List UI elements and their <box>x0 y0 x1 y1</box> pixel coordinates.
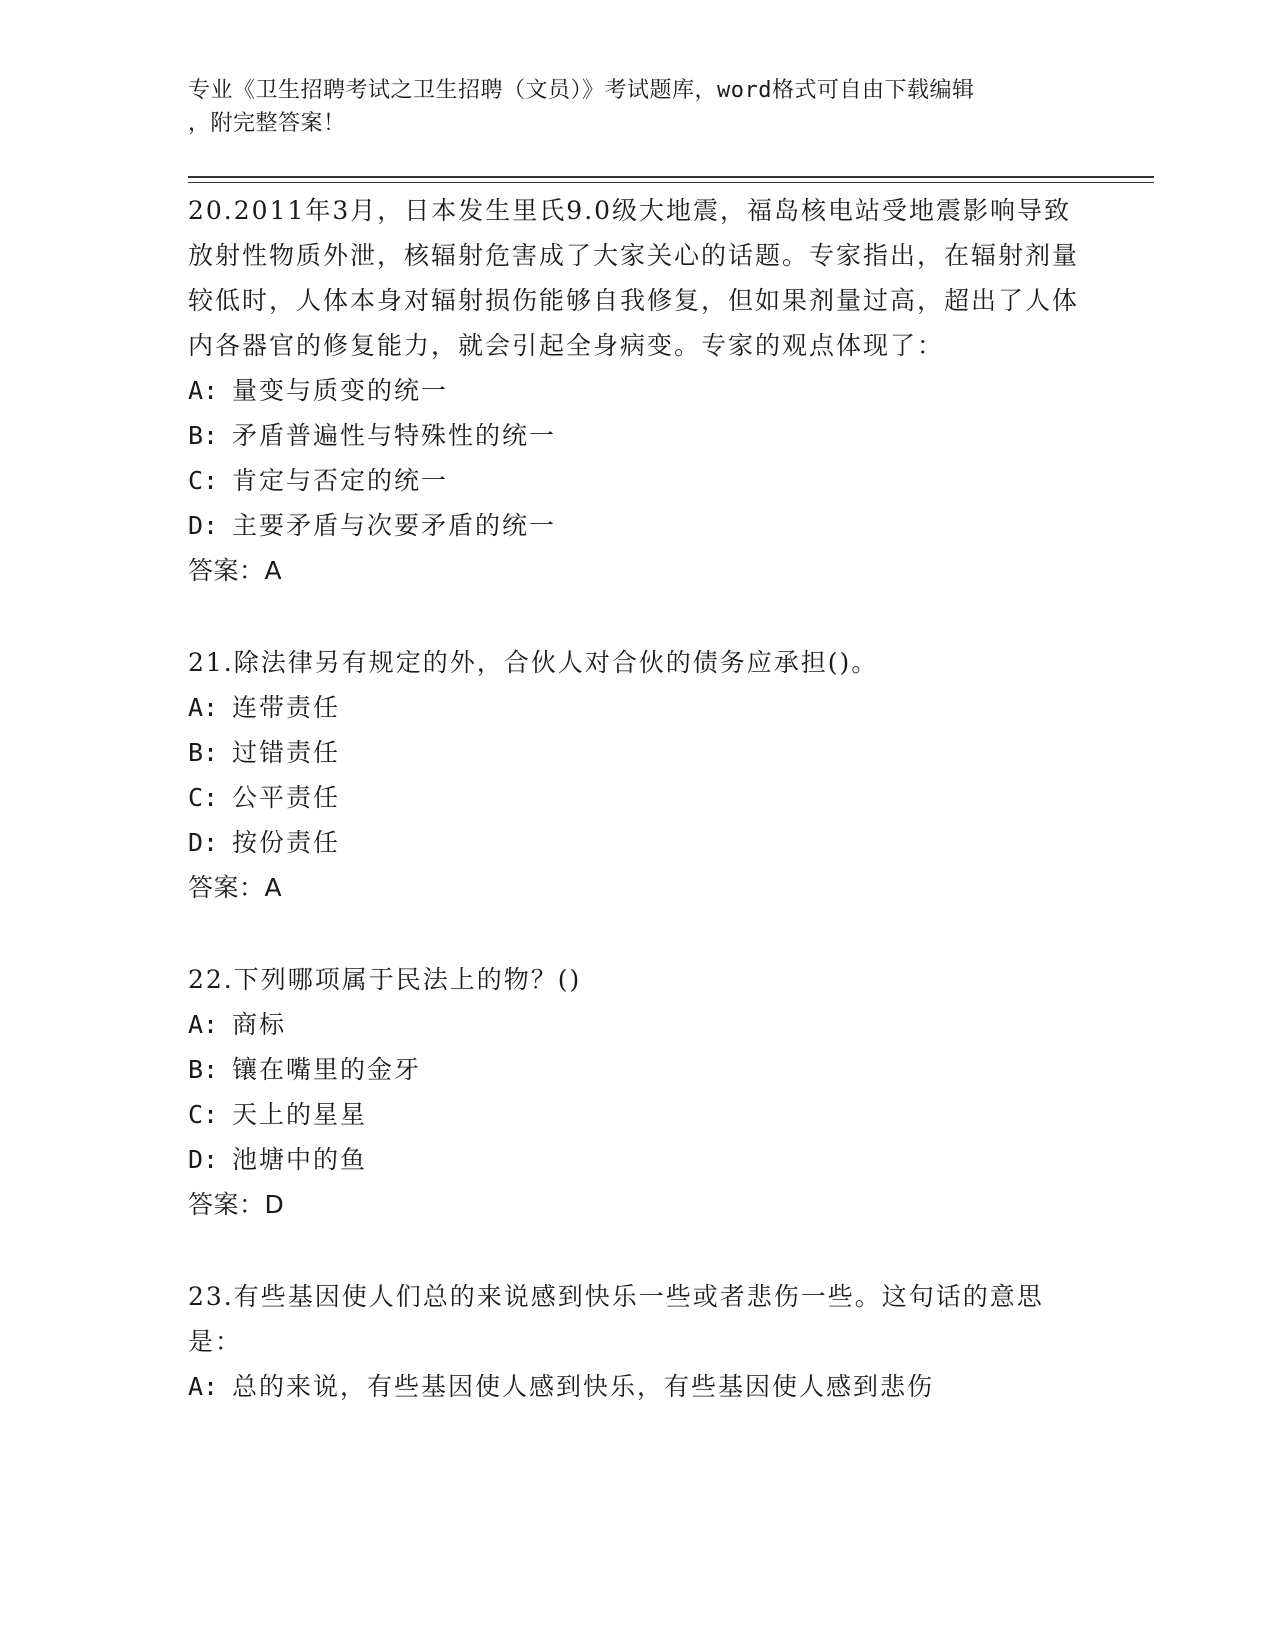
option-label: A: <box>188 693 219 722</box>
option-text: 按份责任 <box>232 828 341 857</box>
document-header <box>188 74 1068 140</box>
option-text: 公平责任 <box>232 783 341 812</box>
option-b <box>188 413 1088 458</box>
header-divider-thick <box>188 176 1154 178</box>
question-text: 22.下列哪项属于民法上的物？() <box>188 965 582 994</box>
option-text: 总的来说，有些基因使人感到快乐，有些基因使人感到悲伤 <box>232 1372 935 1401</box>
option-a <box>188 1002 1088 1047</box>
answer: 答案：D <box>188 1190 285 1219</box>
answer: 答案：A <box>188 873 283 902</box>
question-23 <box>188 1274 1088 1409</box>
option-b <box>188 1047 1088 1092</box>
option-label: A: <box>188 376 219 405</box>
option-label: D: <box>188 828 219 857</box>
option-d <box>188 1137 1088 1182</box>
option-c <box>188 458 1088 503</box>
option-label: B: <box>188 421 219 450</box>
option-text: 量变与质变的统一 <box>232 376 449 405</box>
option-text: 镶在嘴里的金牙 <box>232 1055 422 1084</box>
question-text: 20.2011年3月，日本发生里氏9.0级大地震，福岛核电站受地震影响导致放射性物质外泄，核辐射危害成了大家关心的话题。专家指出，在辐射剂量较低时，人体本身对辐射损伤能够自我修复，但如果剂量过高，超出了人体内各器官的修复能力，就会引起全身病变。专家的观点体现了： <box>188 196 1080 360</box>
option-label: A: <box>188 1010 219 1039</box>
answer: 答案：A <box>188 556 283 585</box>
header-line-1: 专业《卫生招聘考试之卫生招聘（文员）》考试题库，word格式可自由下载编辑 <box>188 78 975 103</box>
option-a <box>188 368 1088 413</box>
question-text: 21.除法律另有规定的外，合伙人对合伙的债务应承担()。 <box>188 648 879 677</box>
option-label: C: <box>188 1100 219 1129</box>
option-a <box>188 1364 1088 1409</box>
option-text: 池塘中的鱼 <box>232 1145 368 1174</box>
option-label: D: <box>188 511 219 540</box>
option-text: 主要矛盾与次要矛盾的统一 <box>232 511 557 540</box>
option-label: B: <box>188 738 219 767</box>
option-text: 矛盾普遍性与特殊性的统一 <box>232 421 557 450</box>
option-label: B: <box>188 1055 219 1084</box>
option-text: 连带责任 <box>232 693 341 722</box>
question-21 <box>188 640 1088 911</box>
option-text: 肯定与否定的统一 <box>232 466 449 495</box>
header-line-2: ，附完整答案！ <box>188 111 346 136</box>
option-label: A: <box>188 1372 219 1401</box>
option-label: C: <box>188 783 219 812</box>
header-divider-thin <box>188 182 1154 183</box>
option-c <box>188 1092 1088 1137</box>
option-c <box>188 775 1088 820</box>
option-b <box>188 730 1088 775</box>
question-22 <box>188 957 1088 1228</box>
option-d <box>188 503 1088 548</box>
option-a <box>188 685 1088 730</box>
option-text: 过错责任 <box>232 738 341 767</box>
question-list <box>188 188 1088 1455</box>
option-text: 商标 <box>232 1010 287 1039</box>
question-text: 23.有些基因使人们总的来说感到快乐一些或者悲伤一些。这句话的意思是： <box>188 1282 1044 1356</box>
option-label: D: <box>188 1145 219 1174</box>
option-label: C: <box>188 466 219 495</box>
option-d <box>188 820 1088 865</box>
option-text: 天上的星星 <box>232 1100 368 1129</box>
question-20 <box>188 188 1088 594</box>
